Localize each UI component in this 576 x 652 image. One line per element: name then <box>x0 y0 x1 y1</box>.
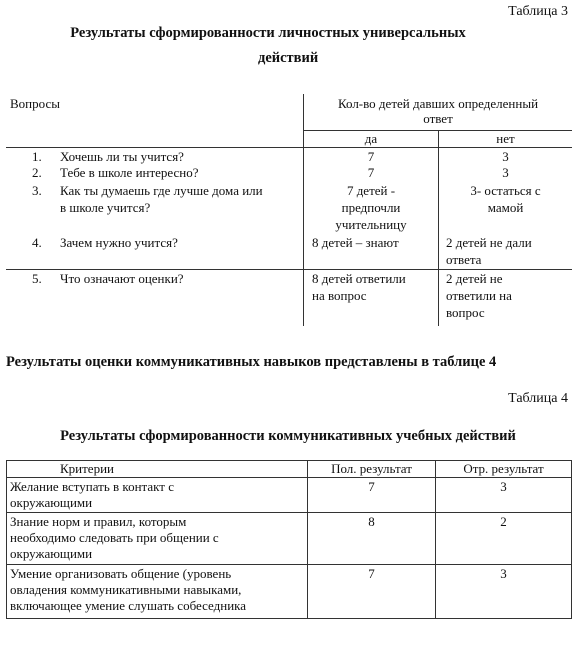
table3-title-line2: действий <box>258 50 319 66</box>
table3: Вопросы Кол-во детей давших определенный ответ да нет 1. Хочешь ли ты учится? 7 3 2. Тебе в школе интересно? 7 3 3. Как ты думаешь где лучше дома или в школе учится? 7 детей - предпочли учительницу 3- остаться с мамой 4. Зачем нужно учится? 8 детей – знают 2 детей не дали ответа 5. Что означают оценки? 8 детей ответили на вопрос 2 детей не ответили на вопрос <box>6 94 572 326</box>
question-text: Зачем нужно учится? <box>60 235 178 250</box>
table4-label: Таблица 4 <box>508 391 568 406</box>
question-text: Как ты думаешь где лучше дома или <box>60 183 263 198</box>
row-number: 3. <box>32 183 42 198</box>
yes-value: 8 детей – знают <box>312 235 399 250</box>
criterion-text: Желание вступать в контакт с <box>10 479 174 494</box>
col-no-header: нет <box>496 131 515 146</box>
neg-value: 3 <box>500 566 507 581</box>
col-yes-header: да <box>364 131 378 146</box>
row-number: 1. <box>32 149 42 164</box>
table3-label: Таблица 3 <box>508 4 568 19</box>
col-pos-header: Пол. результат <box>331 461 412 476</box>
table3-title-line1: Результаты сформированности личностных универсальных <box>70 25 466 41</box>
question-text: Что означают оценки? <box>60 271 184 286</box>
table4-title: Результаты сформированности коммуникативных учебных действий <box>60 428 516 444</box>
yes-value: 8 детей ответили <box>312 271 406 286</box>
yes-value: 7 <box>367 149 375 164</box>
no-value: 2 детей не <box>446 271 503 286</box>
table4: Критерии Пол. результат Отр. результат Желание вступать в контакт с окружающими 7 3 Знание норм и правил, которым необходимо следовать при общении с окружающими 8 2 Умение организовать общение (уровень овладения коммуникативными навыками, включающее умение слушать собеседника 7 3 <box>6 460 572 622</box>
no-value: 3 <box>502 149 509 164</box>
question-text: Хочешь ли ты учится? <box>60 149 184 164</box>
col-criteria-header: Критерии <box>60 461 114 476</box>
question-text: Тебе в школе интересно? <box>60 165 199 180</box>
criterion-text: Знание норм и правил, которым <box>10 514 187 529</box>
col-neg-header: Отр. результат <box>463 461 544 476</box>
yes-value: 7 <box>367 165 375 180</box>
row-number: 5. <box>32 271 42 286</box>
criterion-text: Умение организовать общение (уровень <box>10 566 232 581</box>
row-number: 4. <box>32 235 42 250</box>
pos-value: 7 <box>368 566 375 581</box>
row-number: 2. <box>32 165 42 180</box>
yes-value: 7 детей - <box>346 183 396 198</box>
no-value: 3 <box>502 165 509 180</box>
col-count-header: Кол-во детей давших определенный <box>337 96 539 111</box>
intro-sentence: Результаты оценки коммуникативных навыков представлены в таблице 4 <box>6 354 497 370</box>
no-value: 3- остаться с <box>470 183 541 198</box>
no-value: 2 детей не дали <box>446 235 532 250</box>
neg-value: 2 <box>500 514 507 529</box>
neg-value: 3 <box>500 479 507 494</box>
col-questions-header: Вопросы <box>10 96 60 111</box>
pos-value: 7 <box>368 479 375 494</box>
pos-value: 8 <box>368 514 375 529</box>
